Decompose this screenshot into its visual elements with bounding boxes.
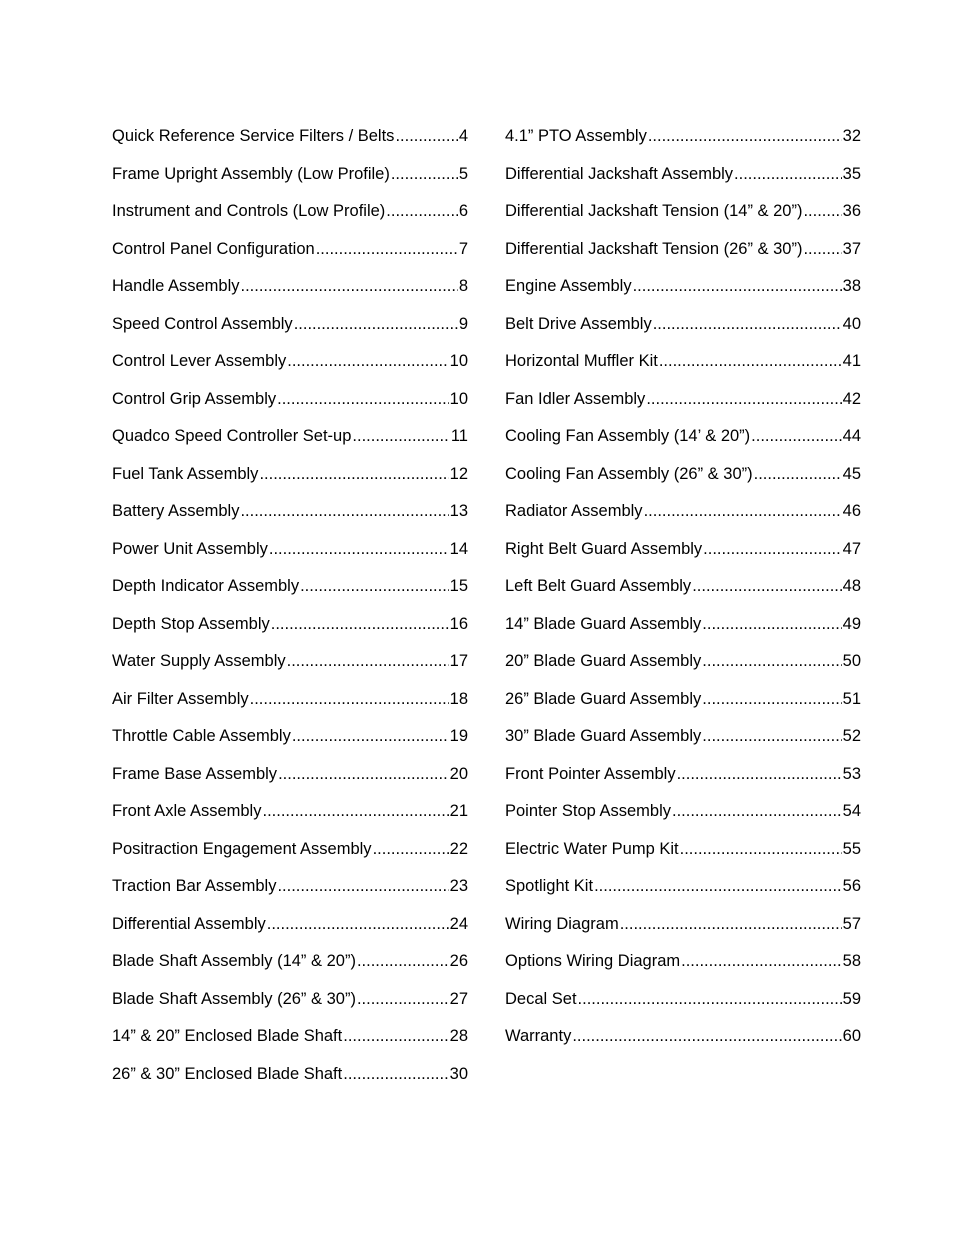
- toc-entry-title: Pointer Stop Assembly: [505, 802, 671, 820]
- toc-entry-title: Control Lever Assembly: [112, 352, 287, 370]
- dot-leader: [352, 424, 449, 448]
- dot-leader: [644, 499, 842, 523]
- toc-entry[interactable]: [112, 499, 468, 537]
- toc-entry-title: Engine Assembly: [505, 277, 632, 295]
- toc-entry-page-number: 40: [842, 314, 861, 333]
- toc-entry-page-number: 44: [842, 427, 861, 445]
- dot-leader: [703, 537, 841, 561]
- toc-entry-title: Quadco Speed Controller Set-up: [112, 427, 352, 445]
- toc-entry[interactable]: [505, 949, 861, 987]
- toc-entry-title: Control Grip Assembly: [112, 389, 277, 408]
- dot-leader: [672, 799, 842, 823]
- toc-entry-page-number: 17: [449, 652, 468, 670]
- toc-entry-page-number: 6: [458, 202, 468, 220]
- toc-entry[interactable]: [112, 349, 468, 387]
- toc-entry-page-number: 27: [449, 989, 468, 1008]
- dot-leader: [702, 612, 841, 636]
- toc-entry-title: Belt Drive Assembly: [505, 314, 652, 333]
- toc-entry-title: Quick Reference Service Filters / Belts: [112, 127, 395, 145]
- toc-entry-title: Positraction Engagement Assembly: [112, 839, 372, 858]
- dot-leader: [578, 987, 842, 1011]
- dot-leader: [646, 387, 841, 411]
- toc-entry-page-number: 7: [458, 239, 468, 258]
- toc-entry[interactable]: [505, 762, 861, 800]
- toc-entry-page-number: 11: [450, 427, 468, 445]
- toc-entry[interactable]: [112, 687, 468, 725]
- toc-entry[interactable]: [505, 162, 861, 200]
- toc-entry-title: 4.1” PTO Assembly: [505, 127, 647, 145]
- toc-entry-page-number: 38: [842, 277, 861, 295]
- toc-entry-page-number: 55: [842, 839, 861, 858]
- dot-leader: [803, 199, 841, 223]
- toc-entry-title: Fan Idler Assembly: [505, 389, 646, 408]
- dot-leader: [316, 237, 458, 261]
- toc-entry[interactable]: [505, 912, 861, 950]
- toc-entry-title: Fuel Tank Assembly: [112, 464, 259, 483]
- toc-entry[interactable]: [505, 574, 861, 612]
- dot-leader: [692, 574, 841, 598]
- toc-entry-page-number: 20: [449, 764, 468, 783]
- toc-entry[interactable]: [112, 649, 468, 687]
- toc-entry-title: Depth Indicator Assembly: [112, 577, 300, 595]
- dot-leader: [386, 199, 458, 223]
- toc-entry[interactable]: [112, 424, 468, 462]
- toc-entry[interactable]: [505, 274, 861, 312]
- toc-entry[interactable]: [505, 312, 861, 350]
- toc-entry-page-number: 47: [842, 539, 861, 558]
- toc-entry-title: Options Wiring Diagram: [505, 952, 681, 970]
- toc-entry[interactable]: [505, 424, 861, 462]
- toc-entry[interactable]: [112, 874, 468, 912]
- dot-leader: [754, 462, 842, 486]
- toc-entry-page-number: 19: [449, 727, 468, 745]
- toc-entry[interactable]: [112, 724, 468, 762]
- toc-entry-page-number: 13: [449, 502, 468, 520]
- toc-entry-title: Throttle Cable Assembly: [112, 727, 291, 745]
- toc-entry-page-number: 28: [449, 1027, 468, 1045]
- toc-entry[interactable]: [112, 574, 468, 612]
- dot-leader: [702, 687, 841, 711]
- toc-column-right: [505, 124, 861, 1062]
- toc-entry-title: Differential Jackshaft Assembly: [505, 164, 734, 183]
- dot-leader: [620, 912, 842, 936]
- toc-entry-title: Spotlight Kit: [505, 877, 594, 895]
- dot-leader: [240, 274, 457, 298]
- toc-entry[interactable]: [112, 1024, 468, 1062]
- toc-entry-title: 14” Blade Guard Assembly: [505, 614, 702, 633]
- toc-entry[interactable]: [505, 199, 861, 237]
- dot-leader: [262, 799, 448, 823]
- dot-leader: [250, 687, 449, 711]
- toc-entry-page-number: 32: [842, 127, 861, 145]
- toc-entry-page-number: 36: [842, 202, 861, 220]
- toc-entry[interactable]: [505, 499, 861, 537]
- toc-entry-title: 20” Blade Guard Assembly: [505, 652, 702, 670]
- dot-leader: [343, 1062, 448, 1086]
- toc-entry-title: Cooling Fan Assembly (26” & 30”): [505, 464, 753, 483]
- dot-leader: [653, 312, 842, 336]
- toc-entry[interactable]: [112, 837, 468, 875]
- toc-entry-title: Right Belt Guard Assembly: [505, 539, 703, 558]
- toc-entry-title: Cooling Fan Assembly (14’ & 20”): [505, 427, 751, 445]
- toc-entry-page-number: 30: [449, 1064, 468, 1083]
- dot-leader: [277, 387, 449, 411]
- toc-entry-page-number: 24: [449, 914, 468, 933]
- toc-entry-title: Frame Upright Assembly (Low Profile): [112, 164, 390, 183]
- toc-entry-page-number: 22: [449, 839, 468, 858]
- toc-entry-title: Speed Control Assembly: [112, 314, 293, 333]
- toc-entry[interactable]: [112, 462, 468, 500]
- toc-entry-title: Differential Jackshaft Tension (26” & 30”): [505, 239, 803, 258]
- toc-entry[interactable]: [505, 1024, 861, 1062]
- dot-leader: [278, 762, 449, 786]
- toc-entry[interactable]: [505, 687, 861, 725]
- dot-leader: [357, 987, 449, 1011]
- toc-entry[interactable]: [112, 612, 468, 650]
- toc-entry-page-number: 45: [842, 464, 861, 483]
- toc-entry[interactable]: [112, 799, 468, 837]
- toc-entry[interactable]: [112, 124, 468, 162]
- dot-leader: [292, 724, 449, 748]
- toc-entry-page-number: 5: [458, 164, 468, 183]
- dot-leader: [734, 162, 842, 186]
- toc-entry[interactable]: [112, 312, 468, 350]
- dot-leader: [395, 124, 457, 148]
- toc-entry[interactable]: [505, 387, 861, 425]
- toc-entry-page-number: 26: [449, 952, 468, 970]
- dot-leader: [680, 837, 842, 861]
- toc-entry[interactable]: [505, 349, 861, 387]
- toc-entry[interactable]: [505, 124, 861, 162]
- toc-entry-page-number: 53: [842, 764, 861, 783]
- toc-entry[interactable]: [505, 724, 861, 762]
- toc-entry-page-number: 41: [842, 352, 861, 370]
- toc-entry-page-number: 35: [842, 164, 861, 183]
- toc-entry-title: Front Axle Assembly: [112, 802, 262, 820]
- toc-entry-page-number: 16: [449, 614, 468, 633]
- toc-entry-page-number: 49: [842, 614, 861, 633]
- dot-leader: [357, 949, 449, 973]
- toc-entry[interactable]: [112, 949, 468, 987]
- toc-entry-page-number: 60: [842, 1027, 861, 1045]
- toc-entry-title: Control Panel Configuration: [112, 239, 315, 258]
- dot-leader: [803, 237, 841, 261]
- toc-entry-title: Depth Stop Assembly: [112, 614, 270, 633]
- toc-entry[interactable]: [505, 537, 861, 575]
- toc-entry-page-number: 12: [449, 464, 468, 483]
- toc-entry-title: Front Pointer Assembly: [505, 764, 676, 783]
- toc-column-left: [112, 124, 468, 1099]
- toc-entry-title: Radiator Assembly: [505, 502, 643, 520]
- toc-entry-page-number: 23: [449, 877, 468, 895]
- dot-leader: [259, 462, 448, 486]
- toc-entry-title: Frame Base Assembly: [112, 764, 278, 783]
- toc-entry-title: Handle Assembly: [112, 277, 240, 295]
- toc-entry[interactable]: [112, 1062, 468, 1100]
- toc-entry-page-number: 59: [842, 989, 861, 1008]
- dot-leader: [294, 312, 458, 336]
- toc-entry-title: Horizontal Muffler Kit: [505, 352, 658, 370]
- toc-entry-page-number: 14: [449, 539, 468, 558]
- toc-entry-page-number: 4: [458, 127, 468, 145]
- toc-entry-title: Water Supply Assembly: [112, 652, 286, 670]
- dot-leader: [633, 274, 842, 298]
- toc-entry-page-number: 37: [842, 239, 861, 258]
- dot-leader: [269, 537, 449, 561]
- toc-entry[interactable]: [112, 912, 468, 950]
- toc-entry-title: Warranty: [505, 1027, 572, 1045]
- dot-leader: [277, 874, 448, 898]
- toc-entry[interactable]: [112, 762, 468, 800]
- toc-entry-title: Wiring Diagram: [505, 914, 619, 933]
- toc-entry-page-number: 54: [842, 802, 861, 820]
- toc-entry-title: 14” & 20” Enclosed Blade Shaft: [112, 1027, 343, 1045]
- toc-entry[interactable]: [112, 199, 468, 237]
- toc-entry-page-number: 10: [449, 389, 468, 408]
- dot-leader: [681, 949, 842, 973]
- dot-leader: [373, 837, 449, 861]
- toc-entry[interactable]: [505, 237, 861, 275]
- toc-entry-title: Left Belt Guard Assembly: [505, 577, 692, 595]
- toc-entry[interactable]: [505, 837, 861, 875]
- toc-entry-title: Instrument and Controls (Low Profile): [112, 202, 386, 220]
- toc-entry-title: Power Unit Assembly: [112, 539, 268, 558]
- toc-entry[interactable]: [112, 987, 468, 1025]
- toc-entry-title: Air Filter Assembly: [112, 689, 249, 708]
- toc-entry-page-number: 21: [449, 802, 468, 820]
- toc-entry[interactable]: [112, 537, 468, 575]
- toc-entry-page-number: 56: [842, 877, 861, 895]
- toc-entry-title: 26” Blade Guard Assembly: [505, 689, 702, 708]
- toc-entry-page-number: 50: [842, 652, 861, 670]
- dot-leader: [751, 424, 841, 448]
- toc-entry-title: Battery Assembly: [112, 502, 240, 520]
- dot-leader: [677, 762, 842, 786]
- dot-leader: [287, 649, 449, 673]
- toc-entry-title: Decal Set: [505, 989, 577, 1008]
- toc-entry[interactable]: [112, 162, 468, 200]
- toc-entry-title: 26” & 30” Enclosed Blade Shaft: [112, 1064, 343, 1083]
- toc-entry-page-number: 8: [458, 277, 468, 295]
- dot-leader: [702, 649, 841, 673]
- dot-leader: [572, 1024, 841, 1048]
- toc-entry-title: Differential Assembly: [112, 914, 266, 933]
- toc-entry[interactable]: [112, 274, 468, 312]
- toc-entry-page-number: 51: [842, 689, 861, 708]
- toc-entry-page-number: 15: [449, 577, 468, 595]
- toc-entry-page-number: 18: [449, 689, 468, 708]
- dot-leader: [287, 349, 448, 373]
- toc-entry-title: Electric Water Pump Kit: [505, 839, 679, 858]
- toc-entry[interactable]: [112, 387, 468, 425]
- dot-leader: [240, 499, 448, 523]
- dot-leader: [659, 349, 842, 373]
- dot-leader: [267, 912, 449, 936]
- toc-entry-page-number: 9: [458, 314, 468, 333]
- dot-leader: [702, 724, 841, 748]
- toc-entry-page-number: 58: [842, 952, 861, 970]
- dot-leader: [594, 874, 842, 898]
- toc-entry[interactable]: [505, 612, 861, 650]
- toc-entry-page-number: 57: [842, 914, 861, 933]
- toc-entry-title: Blade Shaft Assembly (26” & 30”): [112, 989, 356, 1008]
- toc-entry[interactable]: [112, 237, 468, 275]
- dot-leader: [300, 574, 449, 598]
- toc-entry-title: Traction Bar Assembly: [112, 877, 277, 895]
- toc-entry-page-number: 10: [449, 352, 468, 370]
- toc-entry-title: 30” Blade Guard Assembly: [505, 727, 702, 745]
- toc-entry[interactable]: [505, 799, 861, 837]
- dot-leader: [343, 1024, 448, 1048]
- toc-entry-page-number: 46: [842, 502, 861, 520]
- dot-leader: [391, 162, 458, 186]
- toc-entry-title: Blade Shaft Assembly (14” & 20”): [112, 952, 356, 970]
- dot-leader: [648, 124, 842, 148]
- toc-entry-page-number: 48: [842, 577, 861, 595]
- toc-entry-page-number: 42: [842, 389, 861, 408]
- toc-entry-title: Differential Jackshaft Tension (14” & 20”): [505, 202, 803, 220]
- dot-leader: [271, 612, 449, 636]
- toc-entry[interactable]: [505, 462, 861, 500]
- toc-entry-page-number: 52: [842, 727, 861, 745]
- toc-entry[interactable]: [505, 874, 861, 912]
- toc-entry[interactable]: [505, 987, 861, 1025]
- toc-entry[interactable]: [505, 649, 861, 687]
